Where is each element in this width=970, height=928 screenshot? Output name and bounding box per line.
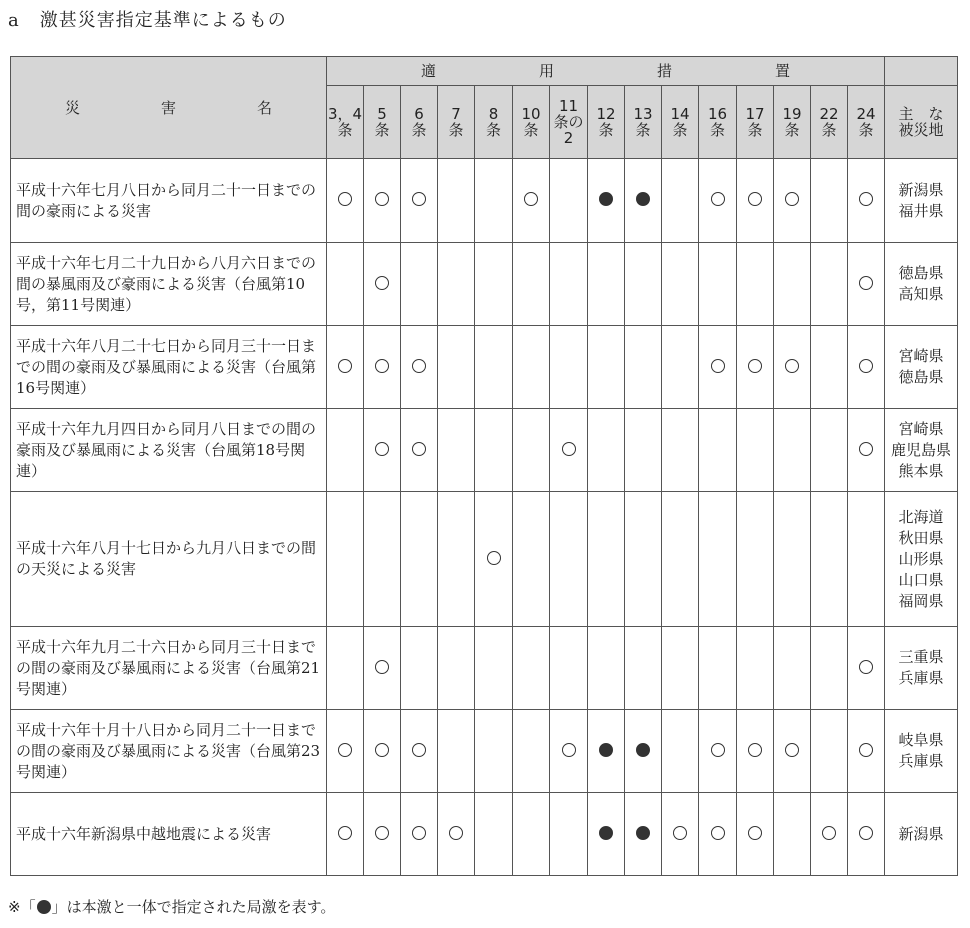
measure-cell (513, 627, 550, 710)
article-header (513, 86, 550, 159)
measure-cell (811, 409, 848, 492)
filled-circle-icon (636, 192, 650, 206)
measure-cell (364, 627, 401, 710)
measure-cell (513, 710, 550, 793)
measure-cell (438, 409, 475, 492)
measure-cell (662, 492, 699, 627)
article-unit: 条の2 (553, 113, 584, 147)
open-circle-icon (412, 826, 426, 840)
measure-cell (588, 627, 625, 710)
measure-cell (364, 793, 401, 876)
affected-area: 福岡県 (898, 591, 944, 610)
article-unit: 条 (598, 121, 614, 139)
article-number: 16 (707, 105, 728, 123)
measure-cell (662, 627, 699, 710)
footnote-suffix: 」は本激と一体で指定された局激を表す。 (51, 898, 336, 916)
measure-cell (662, 159, 699, 243)
open-circle-icon (375, 192, 389, 206)
table-row (11, 409, 958, 492)
article-unit: 条 (337, 121, 353, 139)
open-circle-icon (449, 826, 463, 840)
filled-circle-icon (636, 826, 650, 840)
measure-cell (737, 409, 774, 492)
measure-cell (327, 326, 364, 409)
article-unit: 条 (784, 121, 800, 139)
open-circle-icon (711, 359, 725, 373)
measure-cell (475, 159, 513, 243)
open-circle-icon (412, 442, 426, 456)
filled-circle-icon (599, 192, 613, 206)
article-header (811, 86, 848, 159)
article-header (475, 86, 513, 159)
measure-cell (774, 243, 811, 326)
measure-cell (811, 159, 848, 243)
article-number: 19 (782, 105, 802, 123)
disaster-name: 平成十六年九月二十六日から同月三十日までの間の豪雨及び暴風雨による災害（台風第21号関連） (11, 627, 327, 710)
open-circle-icon (748, 192, 762, 206)
measure-cell (737, 627, 774, 710)
measure-cell (475, 710, 513, 793)
measure-cell (364, 326, 401, 409)
open-circle-icon (412, 743, 426, 757)
measure-cell (550, 710, 588, 793)
measure-cell (327, 409, 364, 492)
table-row (11, 159, 958, 243)
open-circle-icon (375, 442, 389, 456)
measure-cell (475, 793, 513, 876)
measure-cell (625, 793, 662, 876)
open-circle-icon (711, 743, 725, 757)
area-header-line: 主 な (898, 105, 944, 123)
measure-cell (699, 492, 737, 627)
measure-cell (475, 409, 513, 492)
measure-cell (401, 492, 438, 627)
open-circle-icon (859, 442, 873, 456)
footnote (8, 896, 335, 917)
open-circle-icon (673, 826, 687, 840)
measure-cell (588, 409, 625, 492)
article-header (401, 86, 438, 159)
measure-cell (438, 710, 475, 793)
article-unit: 条 (709, 121, 725, 139)
article-header (848, 86, 885, 159)
article-number: 3，4 (327, 105, 363, 123)
measure-cell (401, 793, 438, 876)
article-header (662, 86, 699, 159)
measure-cell (848, 159, 885, 243)
measure-cell (475, 627, 513, 710)
measure-cell (550, 159, 588, 243)
measure-cell (513, 243, 550, 326)
apply-header-char: 措 (656, 62, 672, 80)
measure-cell (588, 243, 625, 326)
header-blank-cell (885, 57, 958, 86)
measure-cell (588, 710, 625, 793)
measure-cell (811, 627, 848, 710)
measure-cell (699, 159, 737, 243)
measure-cell (662, 409, 699, 492)
table-row (11, 492, 958, 627)
open-circle-icon (338, 359, 352, 373)
open-circle-icon (859, 192, 873, 206)
open-circle-icon (562, 442, 576, 456)
measure-cell (438, 627, 475, 710)
open-circle-icon (562, 743, 576, 757)
affected-area: 鹿児島県 (890, 440, 951, 459)
applied-measures-header (327, 57, 885, 86)
article-number: 12 (596, 105, 616, 123)
measure-cell (550, 492, 588, 627)
article-unit: 条 (448, 121, 464, 139)
measure-cell (699, 326, 737, 409)
apply-header-char: 用 (538, 62, 554, 80)
measure-cell (811, 326, 848, 409)
measure-cell (513, 793, 550, 876)
measure-cell (662, 326, 699, 409)
measure-cell (737, 710, 774, 793)
open-circle-icon (822, 826, 836, 840)
open-circle-icon (748, 743, 762, 757)
open-circle-icon (748, 359, 762, 373)
measure-cell (811, 793, 848, 876)
measure-cell (401, 326, 438, 409)
open-circle-icon (338, 192, 352, 206)
measure-cell (475, 243, 513, 326)
measure-cell (848, 627, 885, 710)
measure-cell (513, 409, 550, 492)
article-number: 17 (745, 105, 765, 123)
measure-cell (774, 492, 811, 627)
affected-areas (885, 326, 958, 409)
measure-cell (774, 409, 811, 492)
table-row (11, 243, 958, 326)
affected-areas (885, 409, 958, 492)
measure-cell (848, 793, 885, 876)
affected-areas (885, 793, 958, 876)
measure-cell (401, 159, 438, 243)
measure-cell (662, 710, 699, 793)
measure-cell (364, 710, 401, 793)
apply-header-char: 適 (420, 62, 436, 80)
affected-area: 熊本県 (898, 461, 944, 480)
article-number: 14 (670, 105, 690, 123)
article-header (774, 86, 811, 159)
measure-cell (475, 326, 513, 409)
measure-cell (550, 793, 588, 876)
measure-cell (401, 409, 438, 492)
article-unit: 条 (858, 121, 874, 139)
affected-area: 宮崎県 (898, 419, 944, 438)
article-unit: 条 (635, 121, 651, 139)
measure-cell (625, 627, 662, 710)
measure-cell (662, 243, 699, 326)
measure-cell (737, 159, 774, 243)
affected-areas (885, 627, 958, 710)
affected-area-header (885, 86, 958, 159)
article-unit: 条 (672, 121, 688, 139)
article-unit: 条 (747, 121, 763, 139)
open-circle-icon (375, 276, 389, 290)
article-unit: 条 (374, 121, 390, 139)
measure-cell (737, 492, 774, 627)
measure-cell (811, 710, 848, 793)
open-circle-icon (412, 359, 426, 373)
open-circle-icon (859, 826, 873, 840)
section-label: a (8, 10, 20, 31)
open-circle-icon (375, 359, 389, 373)
measure-cell (588, 492, 625, 627)
measure-cell (848, 492, 885, 627)
name-header-char: 災 (64, 98, 80, 117)
measure-cell (364, 159, 401, 243)
open-circle-icon (375, 743, 389, 757)
affected-areas (885, 159, 958, 243)
measure-cell (625, 326, 662, 409)
open-circle-icon (487, 551, 501, 565)
open-circle-icon (338, 826, 352, 840)
filled-circle-icon (599, 743, 613, 757)
measure-cell (699, 710, 737, 793)
measure-cell (327, 243, 364, 326)
measure-cell (550, 243, 588, 326)
article-header (364, 86, 401, 159)
article-unit: 条 (523, 121, 539, 139)
disaster-name: 平成十六年八月二十七日から同月三十一日までの間の豪雨及び暴風雨による災害（台風第16号関連） (11, 326, 327, 409)
article-header (625, 86, 662, 159)
section-heading (8, 6, 287, 32)
table-row (11, 710, 958, 793)
open-circle-icon (859, 359, 873, 373)
measure-cell (550, 627, 588, 710)
disaster-name: 平成十六年八月十七日から九月八日までの間の天災による災害 (11, 492, 327, 627)
affected-area: 三重県 (898, 648, 944, 666)
measure-cell (848, 326, 885, 409)
affected-areas (885, 710, 958, 793)
measure-cell (475, 492, 513, 627)
measure-cell (513, 492, 550, 627)
measure-cell (401, 710, 438, 793)
article-number: 5 (377, 105, 387, 123)
measure-cell (364, 243, 401, 326)
affected-area: 宮崎県 (898, 347, 944, 365)
disaster-name: 平成十六年新潟県中越地震による災害 (11, 793, 327, 876)
measure-cell (699, 243, 737, 326)
disaster-name-header (11, 57, 327, 159)
open-circle-icon (375, 826, 389, 840)
open-circle-icon (375, 660, 389, 674)
measure-cell (513, 159, 550, 243)
affected-area: 高知県 (898, 285, 944, 303)
open-circle-icon (711, 826, 725, 840)
measure-cell (401, 243, 438, 326)
open-circle-icon (524, 192, 538, 206)
article-unit: 条 (411, 121, 427, 139)
measure-cell (327, 627, 364, 710)
measure-cell (774, 793, 811, 876)
measure-cell (625, 159, 662, 243)
affected-area: 新潟県 (898, 824, 944, 843)
article-header (327, 86, 364, 159)
disaster-name: 平成十六年七月八日から同月二十一日までの間の豪雨による災害 (11, 159, 327, 243)
open-circle-icon (748, 826, 762, 840)
affected-areas (885, 243, 958, 326)
measure-cell (848, 409, 885, 492)
measure-cell (625, 243, 662, 326)
measure-cell (327, 710, 364, 793)
disaster-designation-table (10, 56, 958, 876)
filled-circle-icon (37, 900, 51, 914)
open-circle-icon (859, 276, 873, 290)
name-header-char: 名 (256, 98, 272, 117)
affected-area: 福井県 (898, 201, 944, 220)
open-circle-icon (859, 660, 873, 674)
open-circle-icon (859, 743, 873, 757)
measure-cell (699, 409, 737, 492)
measure-cell (811, 492, 848, 627)
affected-area: 岐阜県 (898, 731, 944, 749)
measure-cell (699, 627, 737, 710)
article-number: 6 (414, 105, 424, 123)
measure-cell (774, 710, 811, 793)
article-unit: 条 (821, 121, 837, 139)
open-circle-icon (785, 192, 799, 206)
article-number: 11 (558, 97, 579, 115)
article-header (737, 86, 774, 159)
measure-cell (438, 492, 475, 627)
open-circle-icon (785, 743, 799, 757)
article-number: 24 (856, 105, 876, 123)
disaster-name: 平成十六年十月十八日から同月二十一日までの間の豪雨及び暴風雨による災害（台風第23号関連） (11, 710, 327, 793)
table-row (11, 326, 958, 409)
measure-cell (588, 159, 625, 243)
disaster-name: 平成十六年七月二十九日から八月六日までの間の暴風雨及び豪雨による災害（台風第10号，第11号関連） (11, 243, 327, 326)
article-header (438, 86, 475, 159)
article-number: 13 (633, 105, 653, 123)
measure-cell (848, 243, 885, 326)
footnote-prefix: ※「 (8, 898, 36, 916)
measure-cell (774, 326, 811, 409)
article-number: 7 (451, 105, 461, 123)
affected-area: 山口県 (898, 570, 944, 589)
affected-area: 北海道 (898, 507, 944, 526)
measure-cell (737, 243, 774, 326)
apply-header-char: 置 (774, 62, 790, 80)
measure-cell (438, 793, 475, 876)
measure-cell (811, 243, 848, 326)
affected-area: 徳島県 (898, 368, 944, 386)
measure-cell (625, 492, 662, 627)
affected-area: 兵庫県 (898, 752, 944, 770)
affected-area: 徳島県 (898, 264, 944, 282)
measure-cell (550, 326, 588, 409)
article-unit: 条 (485, 121, 501, 139)
disaster-name: 平成十六年九月四日から同月八日までの間の豪雨及び暴風雨による災害（台風第18号関連） (11, 409, 327, 492)
measure-cell (774, 627, 811, 710)
filled-circle-icon (599, 826, 613, 840)
measure-cell (364, 409, 401, 492)
measure-cell (327, 159, 364, 243)
table-row (11, 793, 958, 876)
table-row (11, 627, 958, 710)
article-number: 8 (488, 105, 499, 123)
article-header (699, 86, 737, 159)
measure-cell (848, 710, 885, 793)
affected-area: 新潟県 (898, 180, 944, 199)
measure-cell (588, 326, 625, 409)
open-circle-icon (412, 192, 426, 206)
measure-cell (662, 793, 699, 876)
open-circle-icon (711, 192, 725, 206)
article-header (550, 86, 588, 159)
section-title: 激甚災害指定基準によるもの (39, 10, 287, 31)
affected-areas (885, 492, 958, 627)
measure-cell (588, 793, 625, 876)
measure-cell (625, 409, 662, 492)
affected-area: 兵庫県 (898, 669, 944, 687)
measure-cell (699, 793, 737, 876)
article-number: 10 (521, 105, 541, 123)
open-circle-icon (785, 359, 799, 373)
open-circle-icon (338, 743, 352, 757)
measure-cell (327, 492, 364, 627)
measure-cell (737, 793, 774, 876)
measure-cell (327, 793, 364, 876)
measure-cell (401, 627, 438, 710)
measure-cell (737, 326, 774, 409)
article-number: 22 (819, 105, 839, 123)
measure-cell (438, 243, 475, 326)
name-header-char: 害 (160, 98, 176, 117)
measure-cell (550, 409, 588, 492)
article-header (588, 86, 625, 159)
affected-area: 秋田県 (898, 528, 944, 547)
measure-cell (438, 159, 475, 243)
measure-cell (513, 326, 550, 409)
filled-circle-icon (636, 743, 650, 757)
affected-area: 山形県 (898, 549, 944, 568)
measure-cell (364, 492, 401, 627)
measure-cell (774, 159, 811, 243)
measure-cell (438, 326, 475, 409)
area-header-line: 被災地 (898, 121, 944, 139)
measure-cell (625, 710, 662, 793)
